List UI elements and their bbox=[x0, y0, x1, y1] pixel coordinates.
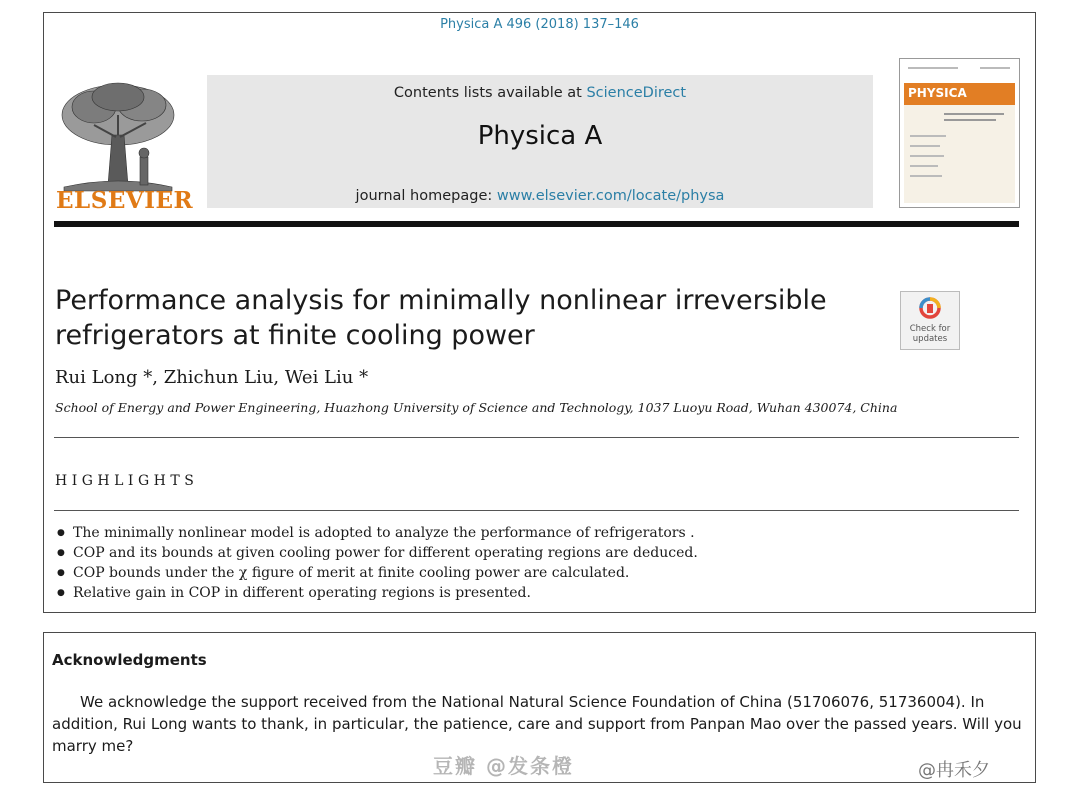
cover-title-bar bbox=[904, 83, 1015, 105]
contents-prefix: Contents lists available at bbox=[393, 85, 587, 101]
douban-watermark: 豆瓣 @发条橙 bbox=[433, 754, 574, 778]
acknowledgments-text: We acknowledge the support received from the National Natural Science Foundation of China (51706076, 51736004). In addition, Rui Long wants to thank, in particular, the patience, care and support from Panpan Mao over the passed years. Will you marry me? bbox=[52, 693, 1022, 755]
journal-cover-thumbnail bbox=[899, 58, 1020, 208]
contents-line bbox=[207, 85, 873, 101]
check-for-updates-label: Check for updates bbox=[909, 324, 951, 344]
elsevier-wordmark: ELSEVIER bbox=[56, 187, 194, 214]
journal-homepage-link[interactable]: www.elsevier.com/locate/physa bbox=[496, 188, 725, 204]
article-authors: Rui Long *, Zhichun Liu, Wei Liu * bbox=[55, 367, 369, 388]
cover-title: PHYSICA bbox=[908, 86, 967, 100]
journal-name: Physica A bbox=[477, 121, 603, 151]
header-divider bbox=[54, 221, 1019, 227]
affiliation-divider bbox=[54, 437, 1019, 438]
author-affiliation: School of Energy and Power Engineering, Huazhong University of Science and Technology, 1037 Luoyu Road, Wuhan 430074, China bbox=[55, 400, 898, 415]
article-title: Performance analysis for minimally nonlinear irreversible refrigerators at finite cooling power bbox=[55, 285, 827, 351]
crossmark-icon bbox=[919, 297, 941, 319]
highlight-item: ● The minimally nonlinear model is adopted to analyze the performance of refrigerators . bbox=[55, 523, 698, 543]
highlights-divider bbox=[54, 510, 1019, 511]
highlight-item: ● COP and its bounds at given cooling power for different operating regions are deduced. bbox=[55, 543, 698, 563]
highlight-item: ● COP bounds under the χ figure of merit at finite cooling power are calculated. bbox=[55, 563, 698, 583]
homepage-line bbox=[207, 188, 873, 204]
journal-banner bbox=[207, 75, 873, 208]
weibo-watermark: @冉禾夕 bbox=[918, 760, 990, 781]
journal-citation: Physica A 496 (2018) 137–146 bbox=[440, 17, 639, 32]
sciencedirect-link[interactable]: ScienceDirect bbox=[586, 85, 687, 101]
highlight-item: ● Relative gain in COP in different operating regions is presented. bbox=[55, 583, 698, 603]
homepage-prefix: journal homepage: bbox=[355, 188, 497, 204]
check-for-updates-badge[interactable] bbox=[900, 291, 960, 350]
acknowledgments-heading: Acknowledgments bbox=[52, 651, 207, 669]
cover-body bbox=[904, 105, 1015, 203]
highlights-list bbox=[55, 523, 698, 603]
article-header-panel bbox=[43, 12, 1036, 613]
highlights-heading: HIGHLIGHTS bbox=[55, 473, 199, 489]
